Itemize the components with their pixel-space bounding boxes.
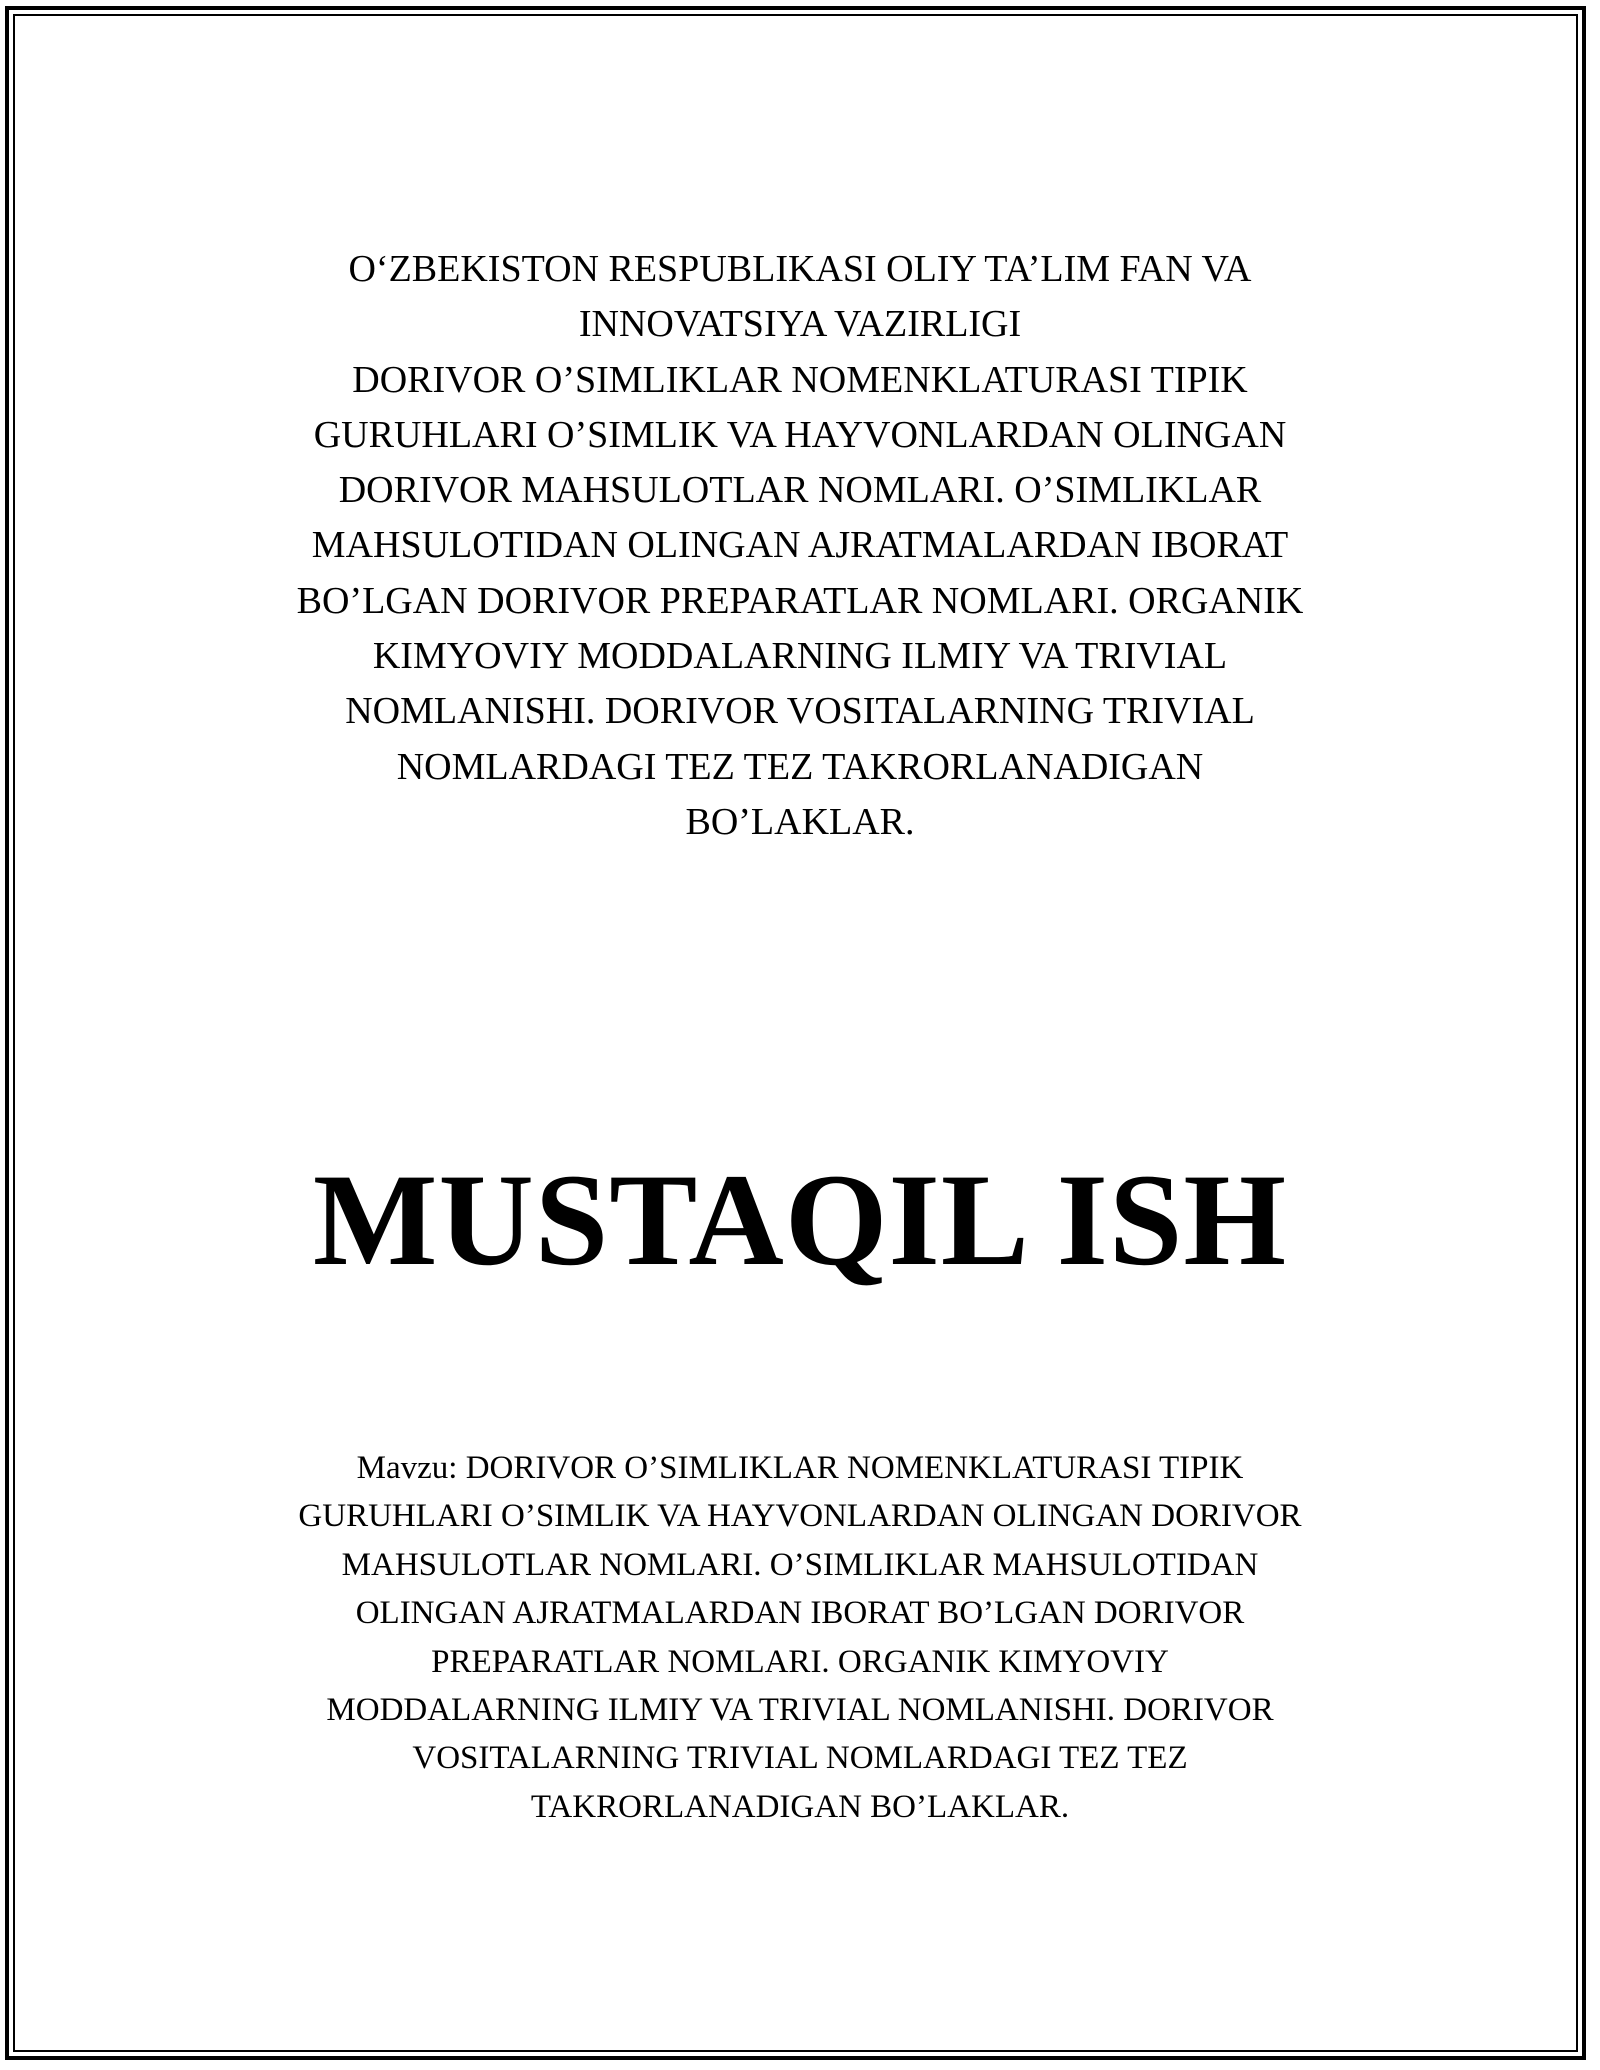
topic-line: VOSITALARNING TRIVIAL NOMLARDAGI TEZ TEZ xyxy=(412,1740,1188,1777)
header-line: MAHSULOTIDAN OLINGAN AJRATMALARDAN IBORAT xyxy=(311,524,1289,567)
topic-line: MAHSULOTLAR NOMLARI. O’SIMLIKLAR MAHSULOTIDAN xyxy=(341,1546,1259,1583)
header-line: KIMYOVIY MODDALARNING ILMIY VA TRIVIAL xyxy=(372,635,1228,678)
topic-section xyxy=(0,1444,1600,1831)
topic-line: OLINGAN AJRATMALARDAN IBORAT BO’LGAN DORIVOR xyxy=(355,1595,1245,1632)
topic-line: TAKRORLANADIGAN BO’LAKLAR. xyxy=(530,1788,1070,1825)
document-title xyxy=(0,1140,1600,1300)
header-line: DORIVOR O’SIMLIKLAR NOMENKLATURASI TIPIK xyxy=(352,358,1248,401)
header-line: NOMLARDAGI TEZ TEZ TAKRORLANADIGAN xyxy=(396,745,1204,788)
header-line: BO’LAKLAR. xyxy=(685,800,915,843)
header-line: INNOVATSIYA VAZIRLIGI xyxy=(578,303,1022,346)
topic-line: MODDALARNING ILMIY VA TRIVIAL NOMLANISHI. DORIVOR xyxy=(326,1692,1274,1729)
topic-line: PREPARATLAR NOMLARI. ORGANIK KIMYOVIY xyxy=(431,1643,1169,1680)
topic-line: Mavzu: DORIVOR O’SIMLIKLAR NOMENKLATURASI TIPIK xyxy=(356,1450,1244,1486)
header-line: O‘ZBEKISTON RESPUBLIKASI OLIY TA’LIM FAN VA xyxy=(348,248,1252,290)
topic-line: GURUHLARI O’SIMLIK VA HAYVONLARDAN OLINGAN DORIVOR xyxy=(298,1498,1302,1535)
ministry-header xyxy=(0,242,1600,850)
header-line: BO’LGAN DORIVOR PREPARATLAR NOMLARI. ORGANIK xyxy=(296,579,1304,622)
title-text: MUSTAQIL ISH xyxy=(312,1146,1288,1293)
header-line: GURUHLARI O’SIMLIK VA HAYVONLARDAN OLINGAN xyxy=(313,413,1287,456)
header-line: NOMLANISHI. DORIVOR VOSITALARNING TRIVIAL xyxy=(345,690,1255,733)
header-line: DORIVOR MAHSULOTLAR NOMLARI. O’SIMLIKLAR xyxy=(338,469,1262,512)
